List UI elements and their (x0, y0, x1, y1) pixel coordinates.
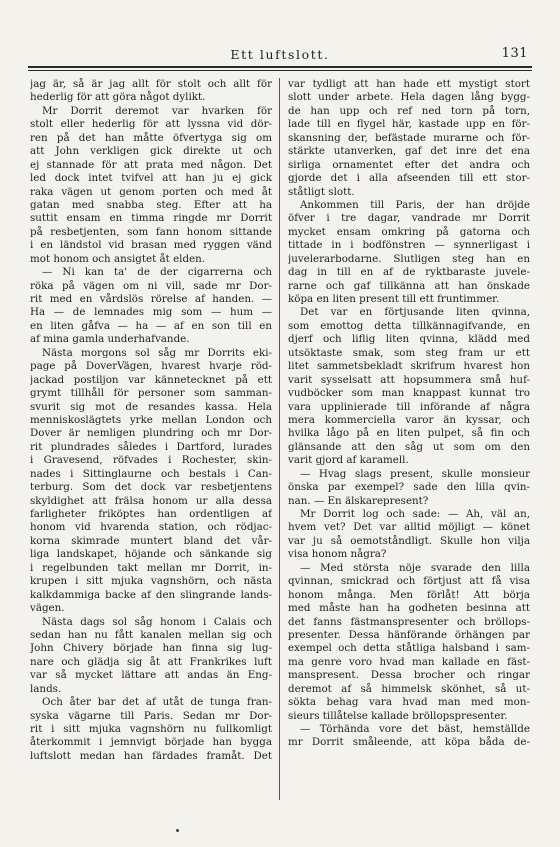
text-line: menniskoslägtets yrke mellan London och (30, 413, 272, 426)
text-line: ren på det han måtte öfvertyga sig om (30, 131, 272, 144)
text-line: i regelbunden takt mellan mr Dorrit, in- (30, 561, 272, 574)
text-line: honom vid hvarenda station, och rödjac- (30, 521, 272, 534)
text-line: sirliga ornamentet efter det andra och (288, 158, 530, 171)
text-line: skansning der, befästade murarne och för- (288, 131, 530, 144)
text-line: tittade in i bodfönstren — synnerligast i (288, 239, 530, 252)
text-line: honom många. Men förlåt! Att börja (288, 588, 530, 601)
text-line: varit gjord af karamell. (288, 454, 409, 467)
header-rule-thin (28, 70, 532, 71)
text-line: rit med en vårdslös rörelse af handen. — (30, 293, 272, 305)
text-line: de han upp och ref ned torn på torn, (288, 104, 530, 117)
text-line: Ha — de lemnades mig som — hum — (30, 306, 272, 319)
text-line: att John verkligen gick direkte ut och (30, 145, 272, 158)
text-line: dag in till en af de ryktbaraste juvele- (288, 266, 530, 279)
text-line: Ankommen till Paris, der han dröjde (300, 198, 530, 211)
text-line: jag är, så är jag allt för stolt och allt för (30, 78, 272, 90)
text-line: Och åter bar det af utåt de tunga fran- (42, 696, 272, 709)
column-divider (279, 78, 280, 800)
page-header (30, 44, 530, 64)
text-line: — Med största nöje svarade den lilla (300, 561, 530, 574)
text-line: — Hvag slags present, skulle monsieur (300, 467, 530, 480)
text-line: skyldighet att frälsa honom ur alla dessa (30, 494, 272, 507)
text-line: grymt tillhåll för personer som samman- (30, 387, 272, 400)
text-line: nades i Sittinglaurne och bestals i Can- (30, 467, 272, 480)
text-line: var tydligt att han hade ett mystigt stort (288, 78, 530, 90)
text-line: lade till en flygel här, kastade upp en för- (288, 118, 530, 131)
text-line: ma genre voro hvad man kallade en fäst- (288, 655, 530, 668)
left-column (30, 78, 272, 763)
header-rule-thick (28, 66, 532, 68)
text-line: suttit ensam en timma ringde mr Dorrit (30, 212, 272, 225)
text-line: — Törhända vore det bäst, hemställde (300, 723, 530, 735)
text-line: mera kommerciella varor än kyssar, och (288, 413, 530, 426)
text-line: Nästa morgons sol såg mr Dorrits eki- (42, 346, 272, 359)
running-title: Ett luftslott. (230, 47, 330, 62)
text-line: John Chivery började han finna sig lug- (30, 642, 272, 655)
text-line: syska vägarne till Paris. Sedan mr Dor- (30, 709, 272, 722)
text-line: sedan han nu fått kanalen mellan sig och (30, 628, 272, 641)
text-line: mot honom och ansigtet åt elden. (30, 252, 206, 265)
text-line: manspresent. Dessa brocher och ringar (288, 669, 530, 682)
text-line: hvilka lågo på en liten pulpet, så fin och (288, 427, 530, 440)
text-line: med måste han ha godheten besinna att (288, 602, 530, 615)
text-line: gjorde det i alla afseenden till ett stor- (288, 172, 530, 185)
text-line: litet sammetsbekladt skrifrum hvarest hon (288, 360, 530, 373)
text-line: visa honom några? (288, 548, 387, 561)
text-line: lands. (30, 682, 62, 695)
text-line: det fanns fästmanspresenter och bröllops- (288, 615, 530, 628)
text-line: Dover är nemligen plundring och mr Dor- (30, 427, 272, 440)
text-line: Nästa dags sol såg honom i Calais och (42, 615, 272, 628)
text-line: mr Dorrit småleende, att köpa båda de- (288, 736, 530, 749)
text-line: köpa en liten present till ett fruntimmer. (288, 293, 500, 305)
text-line: rit plundrades således i Dartford, lurades (30, 440, 272, 453)
text-line: stolt eller hederlig för att lyssna vid dör- (30, 118, 272, 131)
text-line: krupen i sitt mjuka vagnshörn, och nästa (30, 575, 272, 588)
text-line: vägen. (30, 602, 65, 615)
text-line: var ju så oemotståndligt. Skulle hon vilja (288, 534, 530, 547)
text-line: rarne och gaf tillkänna att han önskade (288, 279, 530, 292)
text-line: i Gravesend, röfvades i Rochester, skin- (30, 454, 272, 467)
text-line: djerf och liflig liten qvinna, klädd med (288, 333, 530, 346)
text-line: qvinnan, smickrad och förtjust att få visa (288, 575, 530, 588)
text-line: exempel och detta ståtliga halsband i sam- (288, 642, 530, 655)
text-line: en liten gåfva — ha — af en son till en (30, 319, 272, 332)
text-line: utsöktaste smak, som steg fram ur ett (288, 346, 530, 359)
text-line: glänsande att den såg ut som om den (288, 440, 530, 453)
text-line: ståtligt slott. (288, 185, 355, 198)
text-line: sökta behag vara hvad man med mon- (288, 696, 530, 709)
text-line: stärkte utanverken, gaf det inre det ena (288, 145, 530, 158)
text-line: ej stannade för att prata med någon. Det (30, 158, 272, 171)
text-line: juvelerarbodarne. Slutligen steg han en (288, 252, 530, 265)
text-line: röka på vägen om ni vill, sade mr Dor- (30, 279, 272, 292)
text-line: önska par exempel? sade den lilla qvin- (288, 481, 530, 494)
page-number: 131 (501, 46, 528, 61)
text-line: nare och glädja sig åt att Frankrikes luft (30, 655, 272, 668)
text-line: varit sysselsatt att hopsummera små huf- (288, 373, 530, 386)
text-line: svurit sig mot de resandes kassa. Hela (30, 400, 272, 413)
text-line: terburg. Som det dock var resbetjentens (30, 481, 272, 494)
text-line: mycket ensam omkring på gatorna och (288, 225, 530, 238)
text-line: Det var en förtjusande liten qvinna, (300, 306, 530, 319)
text-line: hederlig för att göra något dylikt. (30, 91, 206, 104)
text-line: liga landskapet, höjande och sänkande sig (30, 548, 272, 561)
text-line: som emottog detta tillkännagifvande, en (288, 319, 530, 332)
text-line: luftslott medan han färdades framåt. Det (30, 749, 272, 762)
text-line: jackad postiljon var kännetecknet på ett (30, 373, 272, 386)
text-line: på resbetjenten, som fann honom sittande (30, 225, 272, 238)
text-line: Mr Dorrit log och sade: — Ah, väl an, (300, 508, 530, 520)
text-line: öfver i tre dagar, vandrade mr Dorrit (288, 212, 530, 225)
text-line: sieurs tillåtelse kallade bröllopspresenter. (288, 709, 508, 722)
text-line: var så mycket lättare att andas än Eng- (30, 669, 272, 682)
text-line: led dock intet tvifvel att han ju ej gick (30, 172, 272, 185)
text-line: hvem vet? Det var alltid möjligt — könet (288, 521, 530, 534)
text-line: gatan med snabba steg. Efter att ha (30, 198, 272, 211)
text-line: deremot af så himmelsk skönhet, så ut- (288, 682, 530, 695)
text-line: page på DoverVägen, hvarest hvarje röd- (30, 360, 272, 373)
text-line: presenter. Dessa hänförande örhängen par (288, 628, 530, 641)
text-line: återkommit i jemnvigt började han bygga (30, 736, 272, 749)
text-line: raka vägen ut genom porten och med åt (30, 185, 272, 198)
text-line: kalkdammiga backe af den slingrande lands- (30, 588, 272, 601)
text-line: — Ni kan ta' de der cigarrerna och (42, 266, 272, 279)
text-line: i en ländstol vid brasan med ryggen vänd (30, 239, 272, 252)
text-line: farligheter friköptes han ordentligen af (30, 508, 272, 520)
text-line: korna skimrade muntert bland det vår- (30, 534, 272, 547)
text-line: nan. — En älskarepresent? (288, 494, 429, 507)
text-line: vudböcker som man knappast kunnat tro (288, 387, 530, 400)
text-line: slott under arbete. Hela dagen lång bygg- (288, 91, 530, 104)
right-column (288, 78, 530, 750)
text-line: vara upplinierade till införande af några (288, 400, 530, 413)
text-line: af mina gamla underhafvande. (30, 333, 190, 346)
text-line: rit i sitt mjuka vagnshörn nu fullkomligt (30, 723, 272, 735)
bottom-mark (176, 829, 179, 832)
text-line: Mr Dorrit deremot var hvarken för (42, 104, 272, 117)
